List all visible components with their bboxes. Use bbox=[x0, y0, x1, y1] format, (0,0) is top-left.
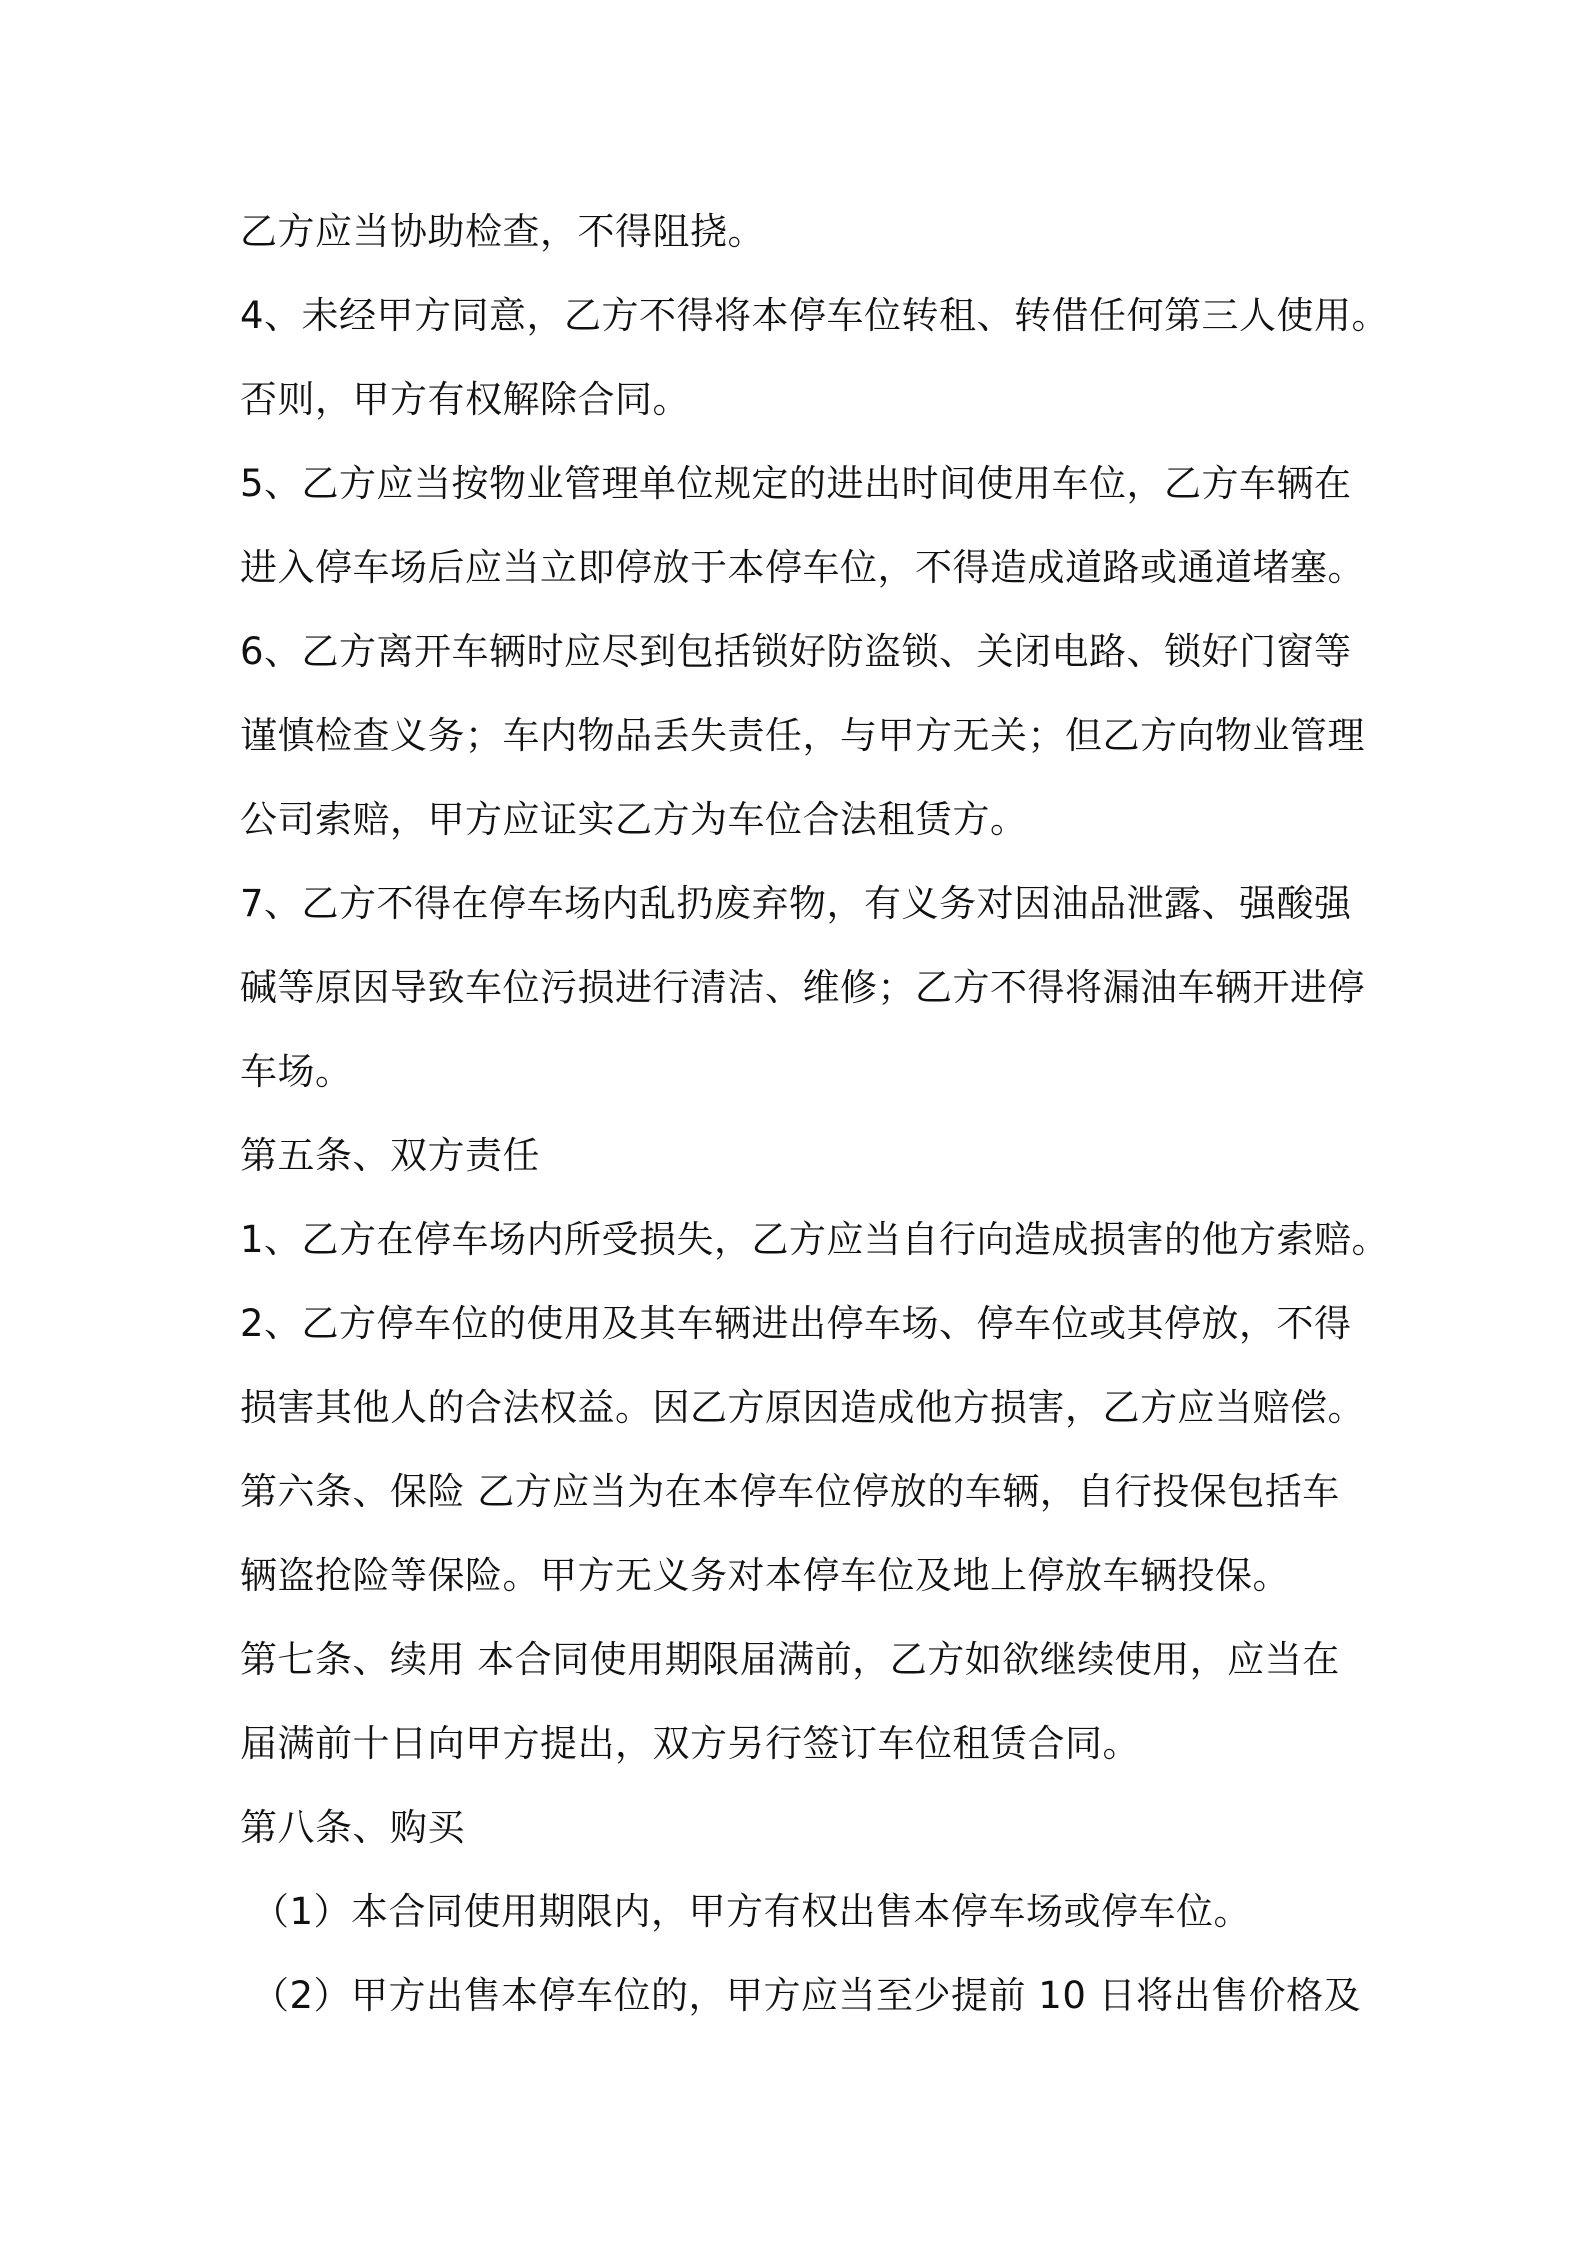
text-line: 碱等原因导致车位污损进行清洁、维修；乙方不得将漏油车辆开进停 bbox=[240, 966, 1365, 1009]
text-line: 届满前十日向甲方提出，双方另行签订车位租赁合同。 bbox=[240, 1722, 1140, 1765]
section-heading: 第六条、保险 乙方应当为在本停车位停放的车辆，自行投保包括车 bbox=[240, 1470, 1340, 1513]
text-line: 7、乙方不得在停车场内乱扔废弃物，有义务对因油品泄露、强酸强 bbox=[240, 882, 1352, 925]
text-line: 车场。 bbox=[240, 1050, 353, 1093]
text-line: （2）甲方出售本停车位的，甲方应当至少提前 10 日将出售价格及 bbox=[252, 1974, 1362, 2017]
section-heading: 第七条、续用 本合同使用期限届满前，乙方如欲继续使用，应当在 bbox=[240, 1638, 1340, 1681]
text-line: 4、未经甲方同意，乙方不得将本停车位转租、转借任何第三人使用。 bbox=[240, 294, 1390, 337]
text-line: （1）本合同使用期限内，甲方有权出售本停车场或停车位。 bbox=[252, 1890, 1252, 1933]
text-line: 6、乙方离开车辆时应尽到包括锁好防盗锁、关闭电路、锁好门窗等 bbox=[240, 630, 1352, 673]
text-line: 2、乙方停车位的使用及其车辆进出停车场、停车位或其停放，不得 bbox=[240, 1302, 1352, 1345]
text-line: 谨慎检查义务；车内物品丢失责任，与甲方无关；但乙方向物业管理 bbox=[240, 714, 1365, 757]
section-heading: 第五条、双方责任 bbox=[240, 1134, 540, 1177]
text-line: 公司索赔，甲方应证实乙方为车位合法租赁方。 bbox=[240, 798, 1028, 841]
text-line: 1、乙方在停车场内所受损失，乙方应当自行向造成损害的他方索赔。 bbox=[240, 1218, 1390, 1261]
section-heading: 第八条、购买 bbox=[240, 1806, 465, 1849]
text-line: 辆盗抢险等保险。甲方无义务对本停车位及地上停放车辆投保。 bbox=[240, 1554, 1290, 1597]
contract-text bbox=[240, 190, 1390, 2038]
text-line: 损害其他人的合法权益。因乙方原因造成他方损害，乙方应当赔偿。 bbox=[240, 1386, 1365, 1429]
text-line: 乙方应当协助检查，不得阻挠。 bbox=[240, 210, 765, 253]
text-line: 否则，甲方有权解除合同。 bbox=[240, 378, 690, 421]
text-line: 进入停车场后应当立即停放于本停车位，不得造成道路或通道堵塞。 bbox=[240, 546, 1365, 589]
text-line: 5、乙方应当按物业管理单位规定的进出时间使用车位，乙方车辆在 bbox=[240, 462, 1352, 505]
